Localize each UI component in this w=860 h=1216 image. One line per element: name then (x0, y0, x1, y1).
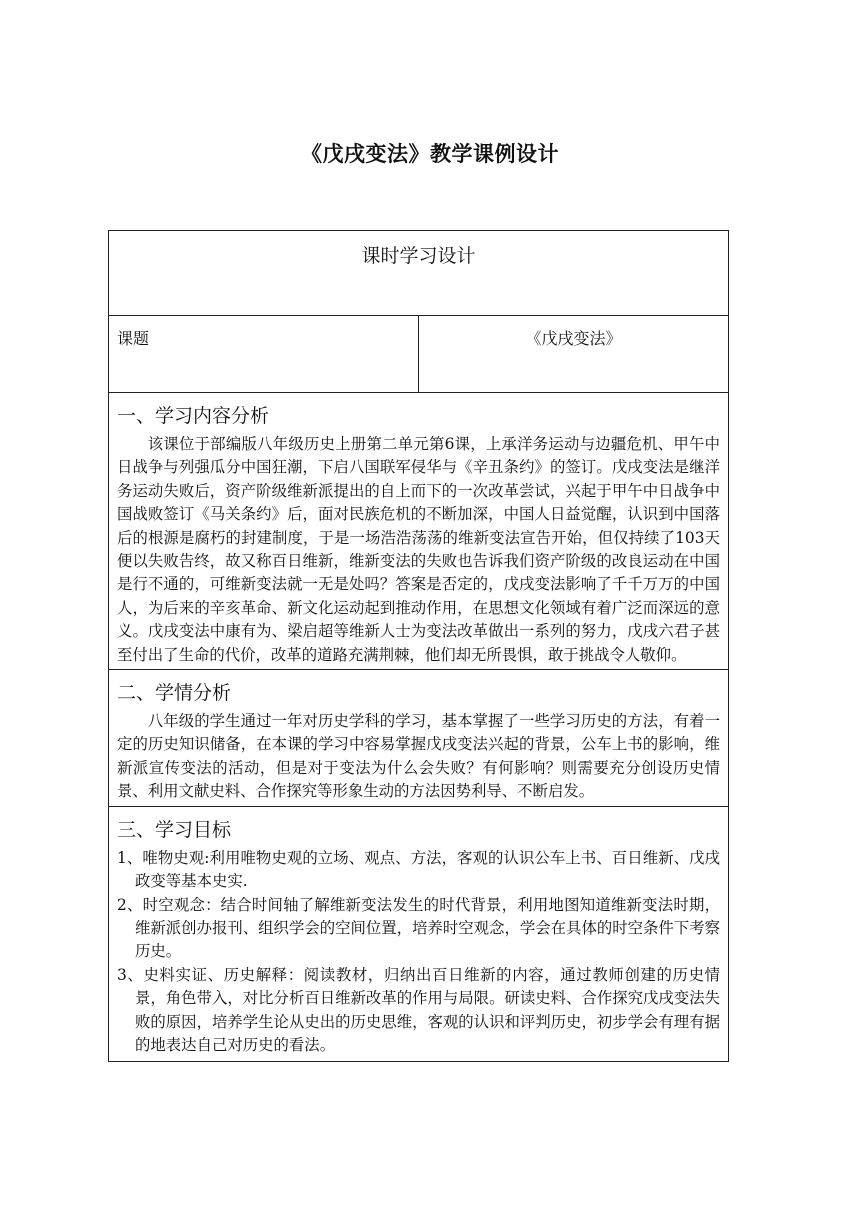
goals-list (117, 847, 720, 1058)
section-body: 八年级的学生通过一年对历史学科的学习，基本掌握了一些学习历史的方法，有着一定的历史知识储备，在本课的学习中容易掌握戊戌变法兴起的背景，公车上书的影响，维新派宣传变法的活动，但是对于变法为什么会失败？有何影响？则需要充分创设历史情景、利用文献史料、合作探究等形象生动的方法因势利导、不断启发。 (117, 712, 720, 801)
goal-item: 2、时空观念：结合时间轴了解维新变法发生的时代背景，利用地图知道维新变法时期，维新派创办报刊、组织学会的空间位置，培养时空观念，学会在具体的时空条件下考察历史。 (117, 895, 720, 961)
section-heading: 三、学习目标 (117, 818, 232, 841)
section-student-analysis (109, 670, 729, 807)
goal-item: 1、唯物史观:利用唯物史观的立场、观点、方法，客观的认识公车上书、百日维新、戊戌政变等基本史实. (117, 848, 720, 891)
topic-row (109, 316, 729, 393)
section-body: 该课位于部编版八年级历史上册第二单元第6课，上承洋务运动与边疆危机、甲午中日战争与列强瓜分中国狂潮，下启八国联军侵华与《辛丑条约》的签订。戊戌变法是继洋务运动失败后，资产阶级维新派提出的自上而下的一次改革尝试，兴起于甲午中日战争中国战败签订《马关条约》后，面对民族危机的不断加深，中国人日益觉醒，认识到中国落后的根源是腐朽的封建制度，于是一场浩浩荡荡的维新变法宣告开始，但仅持续了103天便以失败告终，故又称百日维新，维新变法的失败也告诉我们资产阶级的改良运动在中国是行不通的，可维新变法就一无是处吗？答案是否定的，戊戌变法影响了千千万万的中国人，为后来的辛亥革命、新文化运动起到推动作用，在思想文化领域有着广泛而深远的意义。戊戌变法中康有为、梁启超等维新人士为变法改革做出一系列的努力，戊戌六君子甚至付出了生命的代价，改革的道路充满荆棘，他们却无所畏惧，敢于挑战令人敬仰。 (117, 435, 720, 664)
lesson-design-table (108, 230, 729, 1062)
topic-label: 课题 (109, 316, 419, 393)
table-header-row (109, 231, 729, 316)
table-header-cell: 课时学习设计 (109, 231, 729, 316)
section-learning-goals (109, 806, 729, 1062)
section-content-analysis-row (109, 393, 729, 670)
section-heading: 一、学习内容分析 (117, 405, 270, 427)
document-title: 《戊戌变法》教学课例设计 (301, 142, 559, 166)
section-learning-goals-row (109, 806, 729, 1062)
goal-item: 3、史料实证、历史解释：阅读教材，归纳出百日维新的内容，通过教师创建的历史情景，角色带入，对比分析百日维新改革的作用与局限。研读史料、合作探究戊戌变法失败的原因，培养学生论从史出的历史思维，客观的认识和评判历史，初步学会有理有据的地表达自己对历史的看法。 (117, 965, 720, 1054)
topic-value: 《戊戌变法》 (419, 316, 729, 393)
section-content-analysis (109, 393, 729, 670)
section-student-analysis-row (109, 670, 729, 807)
section-heading: 二、学情分析 (117, 682, 232, 705)
